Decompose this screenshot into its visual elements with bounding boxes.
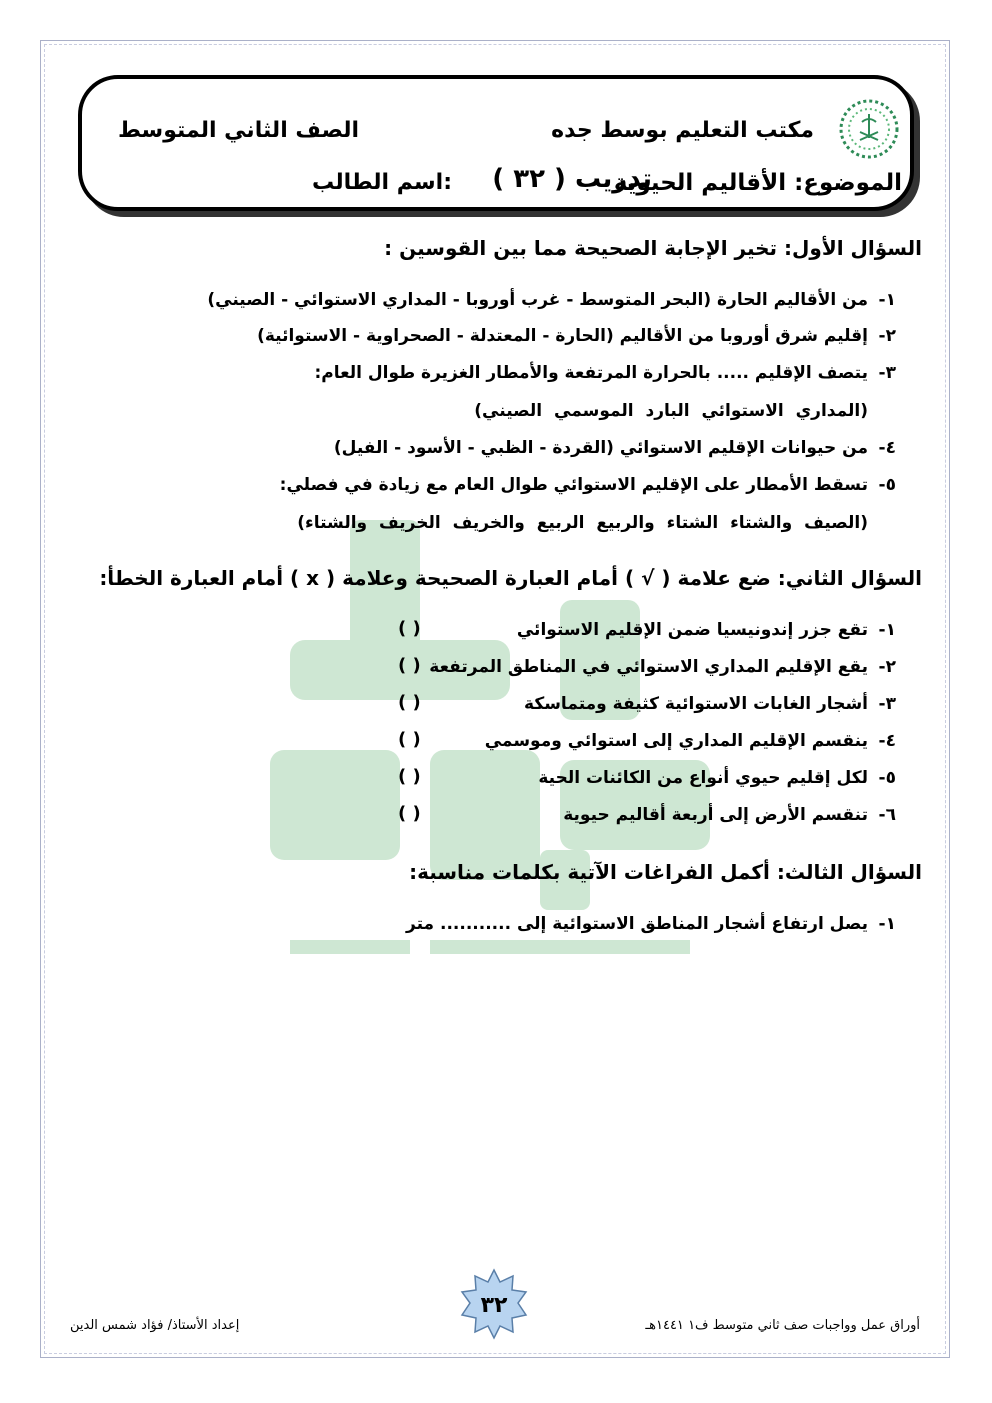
q1-item: ٤-من حيوانات الإقليم الاستوائي (القردة - الظبي - الأسود - الفيل) [333,438,896,458]
q2-item: ١-تقع جزر إندونيسيا ضمن الإقليم الاستوائي [516,620,896,640]
q2-item: ٣-أشجار الغابات الاستوائية كثيفة ومتماسكة [524,694,896,714]
q2-item: ٥-لكل إقليم حيوي أنواع من الكائنات الحية [538,768,896,788]
q2-item: ٦-تنقسم الأرض إلى أربعة أقاليم حيوية [563,805,896,825]
q1-options: (المداري الاستوائي البارد الموسمي الصيني) [474,401,868,421]
q1-options: (الصيف والشتاء الشتاء والربيع الربيع والخريف الخريف والشتاء) [297,513,868,533]
answer-paren[interactable]: ( ) [398,692,421,713]
answer-paren[interactable]: ( ) [398,618,421,639]
footer-title: أوراق عمل وواجبات صف ثاني متوسط ف١ ١٤٤١هـ [645,1318,920,1333]
grade-label: الصف الثاني المتوسط [118,118,360,143]
footer-author: إعداد الأستاذ/ فؤاد شمس الدين [70,1318,240,1333]
q1-item: ٥-تسقط الأمطار على الإقليم الاستوائي طوال العام مع زيادة في فصلي: [279,475,896,495]
q2-title: السؤال الثاني: ضع علامة ( √ ) أمام العبارة الصحيحة وعلامة ( x ) أمام العبارة الخطأ: [99,566,922,590]
student-name-label: اسم الطالب: [312,170,452,195]
office-name: مكتب التعليم بوسط جده [551,118,814,143]
answer-paren[interactable]: ( ) [398,766,421,787]
ministry-emblem-icon [838,98,900,160]
q1-item: ٣-يتصف الإقليم ..... بالحرارة المرتفعة والأمطار الغزيرة طوال العام: [314,363,896,383]
q1-title: السؤال الأول: تخير الإجابة الصحيحة مما بين القوسين : [384,236,922,260]
q3-title: السؤال الثالث: أكمل الفراغات الآتية بكلمات مناسبة: [409,860,922,884]
q2-item: ٢-يقع الإقليم المداري الاستوائي في المناطق المرتفعة [429,657,896,677]
q1-item: ٢-إقليم شرق أوروبا من الأقاليم (الحارة - المعتدلة - الصحراوية - الاستوائية) [257,326,896,346]
q1-item: ١-من الأقاليم الحارة (البحر المتوسط - غرب أوروبا - المداري الاستوائي - الصيني) [207,290,896,310]
page-number-badge [458,1268,530,1340]
answer-paren[interactable]: ( ) [398,729,421,750]
drill-label: تدريب ( ٣٢ ) [492,164,652,194]
subject-label: الموضوع: الأقاليم الحيوية [613,170,902,196]
answer-paren[interactable]: ( ) [398,655,421,676]
answer-paren[interactable]: ( ) [398,803,421,824]
q2-item: ٤-ينقسم الإقليم المداري إلى استوائي وموسمي [484,731,896,751]
q3-item: ١-يصل ارتفاع أشجار المناطق الاستوائية إلى ........... متر [406,914,896,934]
svg-text:٣٢: ٣٢ [480,1293,508,1318]
